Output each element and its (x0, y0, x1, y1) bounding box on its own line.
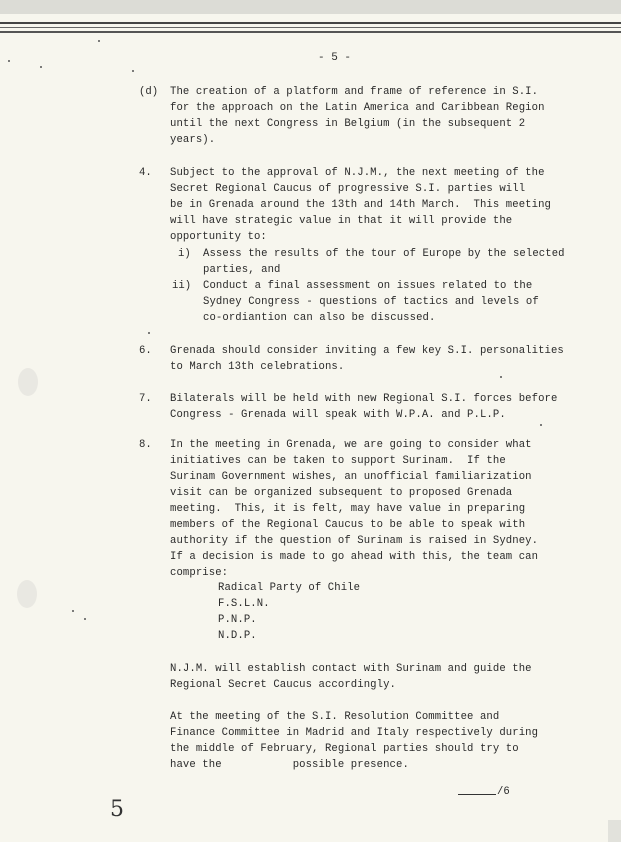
scan-edge (608, 820, 621, 842)
paragraph-line: opportunity to: (170, 231, 267, 243)
header-rule (0, 22, 621, 24)
paragraph-line: initiatives can be taken to support Surinam. If the (170, 455, 506, 467)
item-number: 6. (139, 345, 152, 357)
scan-speck (72, 610, 74, 612)
footer-rule (458, 794, 496, 795)
paragraph-line: Grenada should consider inviting a few key S.I. personalities (170, 345, 564, 357)
paragraph-line: Finance Committee in Madrid and Italy respectively during (170, 727, 539, 739)
item-number: 4. (139, 167, 152, 179)
paragraph-line: the middle of February, Regional parties should try to (170, 743, 519, 755)
paragraph-line: N.J.M. will establish contact with Surinam and guide the (170, 663, 532, 675)
paragraph-line: If a decision is made to go ahead with this, the team can (170, 551, 539, 563)
paragraph-line: to March 13th celebrations. (170, 361, 345, 373)
team-list-item: Radical Party of Chile (218, 582, 361, 594)
sub-item-number: i) (178, 248, 191, 260)
scan-speck (40, 66, 42, 68)
paragraph-line: Sydney Congress - questions of tactics and levels of (203, 296, 539, 308)
scan-speck (84, 618, 86, 620)
paragraph-line: until the next Congress in Belgium (in the subsequent 2 (170, 118, 526, 130)
scan-top-strip (0, 0, 621, 14)
paragraph-line: Secret Regional Caucus of progressive S.I. parties will (170, 183, 526, 195)
paragraph-line: Regional Secret Caucus accordingly. (170, 679, 397, 691)
punch-hole (17, 580, 37, 608)
item-number: 7. (139, 393, 152, 405)
paragraph-line: be in Grenada around the 13th and 14th March. This meeting (170, 199, 551, 211)
paragraph-line: will have strategic value in that it will provide the (170, 215, 513, 227)
header-rule (0, 27, 621, 28)
paragraph-line: co-ordiantion can also be discussed. (203, 312, 436, 324)
item-number: (d) (139, 86, 159, 98)
punch-hole (18, 368, 38, 396)
item-number: 8. (139, 439, 152, 451)
scan-speck (98, 40, 100, 42)
paragraph-line: Subject to the approval of N.J.M., the next meeting of the (170, 167, 545, 179)
scan-speck (148, 332, 150, 334)
paragraph-line: Surinam Government wishes, an unofficial familiarization (170, 471, 532, 483)
scan-speck (8, 60, 10, 62)
paragraph-line: for the approach on the Latin America and Caribbean Region (170, 102, 545, 114)
sub-item-number: ii) (172, 280, 192, 292)
paragraph-line: parties, and (203, 264, 281, 276)
continued-page-marker: /6 (497, 786, 510, 798)
scan-speck (500, 376, 502, 378)
paragraph-line: Congress - Grenada will speak with W.P.A. and P.L.P. (170, 409, 506, 421)
paragraph-line: meeting. This, it is felt, may have value in preparing (170, 503, 526, 515)
paragraph-line: Assess the results of the tour of Europe by the selected (203, 248, 565, 260)
paragraph-line: Conduct a final assessment on issues related to the (203, 280, 533, 292)
team-list-item: N.D.P. (218, 630, 257, 642)
paragraph-line: have the possible presence. (170, 759, 409, 771)
header-rule (0, 31, 621, 33)
paragraph-line: comprise: (170, 567, 229, 579)
paragraph-line: In the meeting in Grenada, we are going to consider what (170, 439, 532, 451)
handwritten-mark: 5 (110, 797, 124, 822)
paragraph-line: Bilaterals will be held with new Regional S.I. forces before (170, 393, 558, 405)
team-list-item: P.N.P. (218, 614, 257, 626)
paragraph-line: authority if the question of Surinam is raised in Sydney. (170, 535, 539, 547)
scan-speck (540, 424, 542, 426)
paragraph-line: members of the Regional Caucus to be able to speak with (170, 519, 526, 531)
page-number: - 5 - (318, 52, 352, 64)
paragraph-line: visit can be organized subsequent to proposed Grenada (170, 487, 513, 499)
paragraph-line: The creation of a platform and frame of reference in S.I. (170, 86, 539, 98)
paragraph-line: At the meeting of the S.I. Resolution Committee and (170, 711, 500, 723)
team-list-item: F.S.L.N. (218, 598, 270, 610)
scan-speck (132, 70, 134, 72)
paragraph-line: years). (170, 134, 216, 146)
